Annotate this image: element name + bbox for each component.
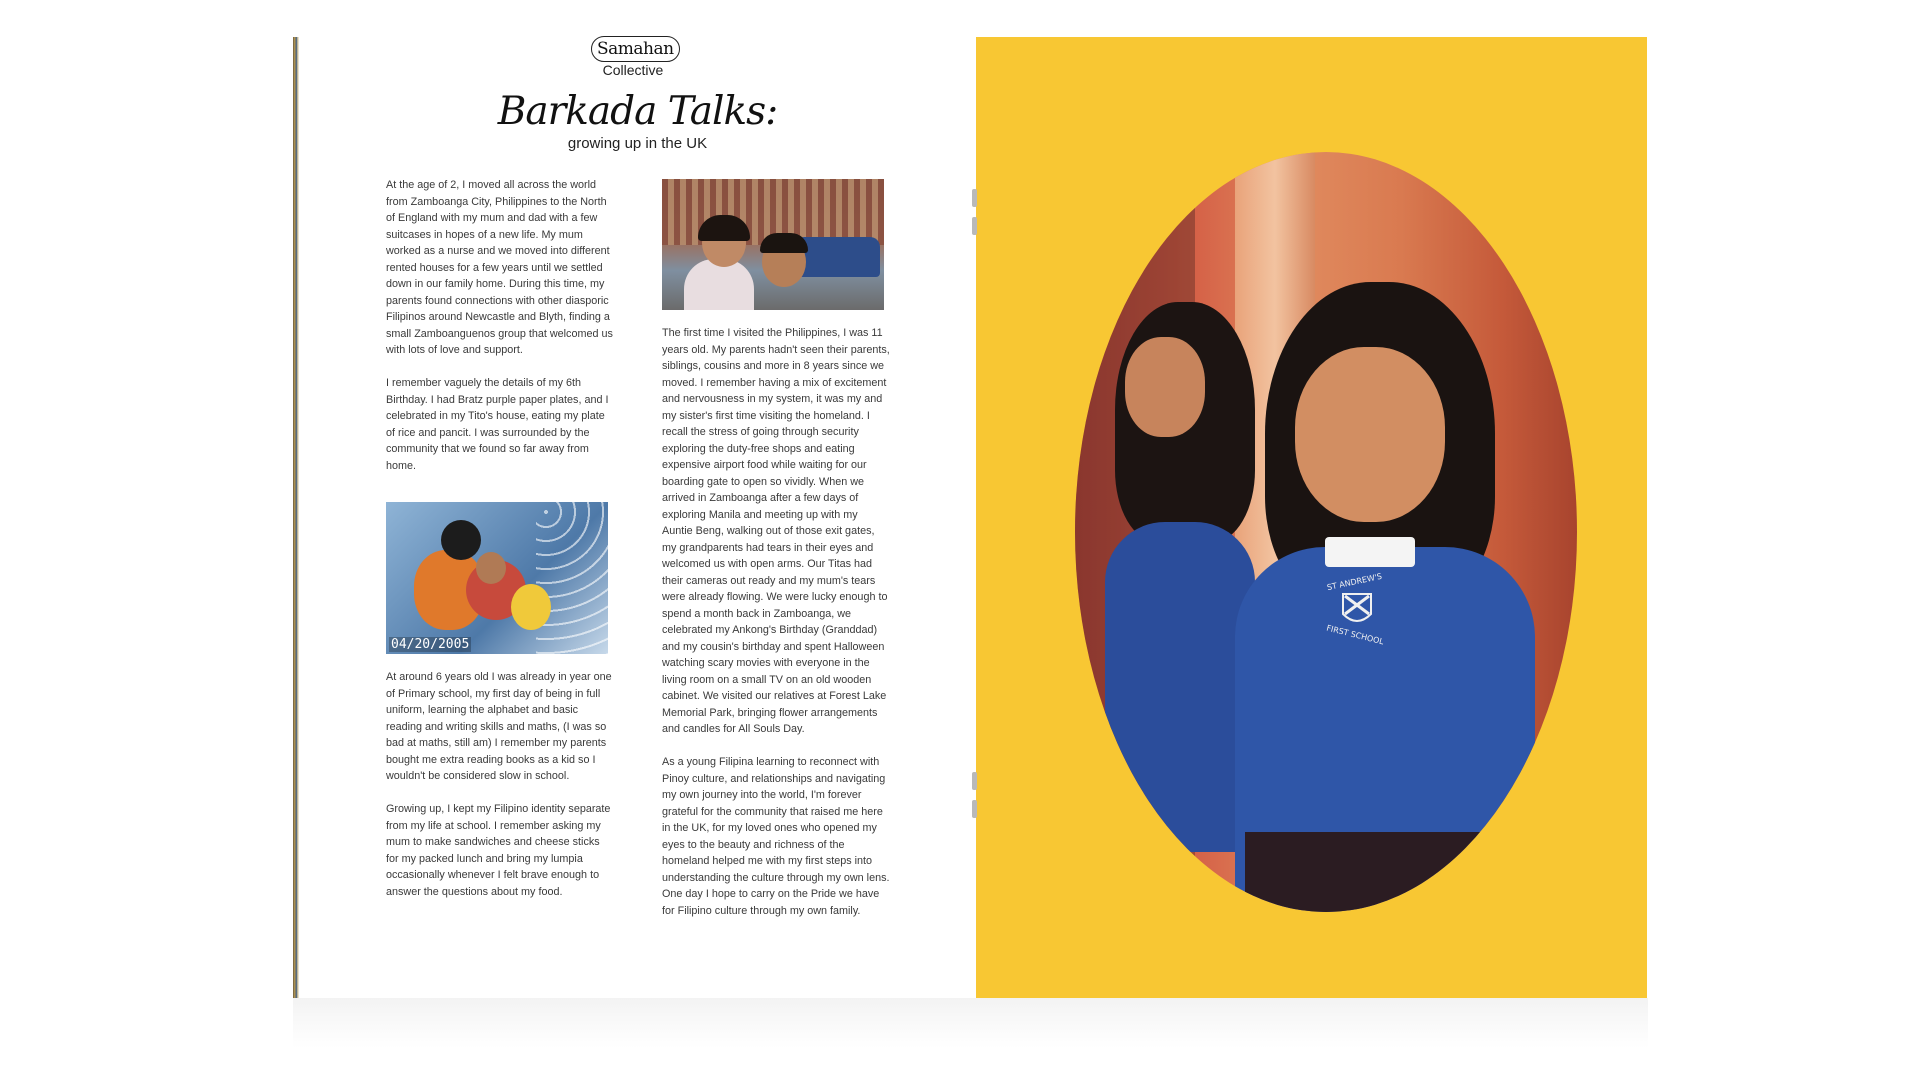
skirt (1245, 832, 1525, 912)
child-face (476, 552, 506, 584)
girl-body (684, 259, 754, 310)
sister-face (1125, 337, 1205, 437)
article-title: Barkada Talks: (497, 89, 778, 134)
page-edge (293, 37, 299, 998)
logo-sub: Collective (602, 62, 664, 78)
paragraph: Growing up, I kept my Filipino identity separate from my life at school. I remember asking my mum to make sandwiches and cheese sticks for my packed lunch and bring my lumpia occasionally whenever I felt brave enough to answer the questions about my food. (386, 803, 611, 898)
page-shadow (293, 998, 1648, 1048)
sister-uniform (1105, 522, 1255, 852)
birthday-photo (386, 502, 608, 654)
staple (972, 189, 977, 207)
paragraph: At the age of 2, I moved all across the world from Zamboanga City, Philippines to the North of England with my mum and dad with a few suitcases in hopes of a new life. My mum worked as a nurse and we moved into different rented houses for a few years until we settled down in our family home. During this time, my parents found connections with other diasporic Filipinos around Newcastle and Blyth, finding a small Zamboanguenos group that welcomed us with lots of love and support. (386, 179, 613, 356)
uniform-portrait-oval (1075, 152, 1577, 912)
plush-toy (441, 520, 481, 560)
man-hair (760, 233, 808, 253)
staple (972, 772, 977, 790)
paragraph: The first time I visited the Philippines, I was 11 years old. My parents hadn't seen their parents, siblings, cousins and more in 8 years since we moved. I remember having a mix of excitement and nervousness in my system, it was my and my sister's first time visiting the homeland. I recall the stress of going through security exploring the duty-free shops and eating expensive airport food while waiting for our boarding gate to open so vividly. When we arrived in Zamboanga after a few days of exploring Manila and meeting up with my Auntie Beng, walking out of those exit gates, my grandparents had tears in their eyes and welcomed us with open arms. Our Titas had their cameras out ready and my mum's tears were already flowing. We were lucky enough to spend a month back in Zamboanga, we celebrated my Ankong's Birthday (Granddad) and my cousin's birthday and spent Halloween watching scary movies with everyone in the living room on a small TV on an old wooden cabinet. We visited our relatives at Forest Lake Memorial Park, bringing flower arrangements and candles for All Souls Day. (662, 327, 890, 735)
photo-background (536, 502, 608, 654)
samahan-logo (591, 36, 675, 77)
london-photo (662, 179, 884, 310)
left-column-bottom (386, 669, 614, 917)
left-column-top (386, 177, 614, 491)
badge-top-text: ST ANDREW'S (1326, 571, 1383, 593)
paragraph: I remember vaguely the details of my 6th Birthday. I had Bratz purple paper plates, and I celebrated in my Tito's house, eating my plate of rice and pancit. I was surrounded by the community that we found so far away from home. (386, 377, 609, 472)
girl-face (1295, 347, 1445, 522)
paragraph: At around 6 years old I was already in year one of Primary school, my first day of being in full uniform, learning the alphabet and basic reading and writing skills and maths, (I was so bad at maths, still am) I remember my parents bought me extra reading books as a kid so I wouldn't be considered slow in school. (386, 671, 612, 782)
photo-date-stamp: 04/20/2005 (391, 637, 470, 652)
staple (972, 217, 977, 235)
right-column (662, 325, 890, 936)
school-badge (1313, 562, 1403, 652)
plush-toy (511, 584, 551, 630)
paragraph: As a young Filipina learning to reconnect with Pinoy culture, and relationships and navigating my own journey into the world, I'm forever grateful for the community that raised me here in the UK, for my loved ones who opened my eyes to the beauty and richness of the homeland helped me with my first steps into understanding the culture through my own lens. One day I hope to carry on the Pride we have for Filipino culture through my own family. (662, 756, 890, 917)
staple (972, 800, 977, 818)
badge-bottom-text: FIRST SCHOOL (1325, 623, 1385, 647)
logo-badge: Samahan (591, 36, 680, 62)
car (794, 237, 880, 277)
article-subtitle: growing up in the UK (567, 135, 708, 152)
